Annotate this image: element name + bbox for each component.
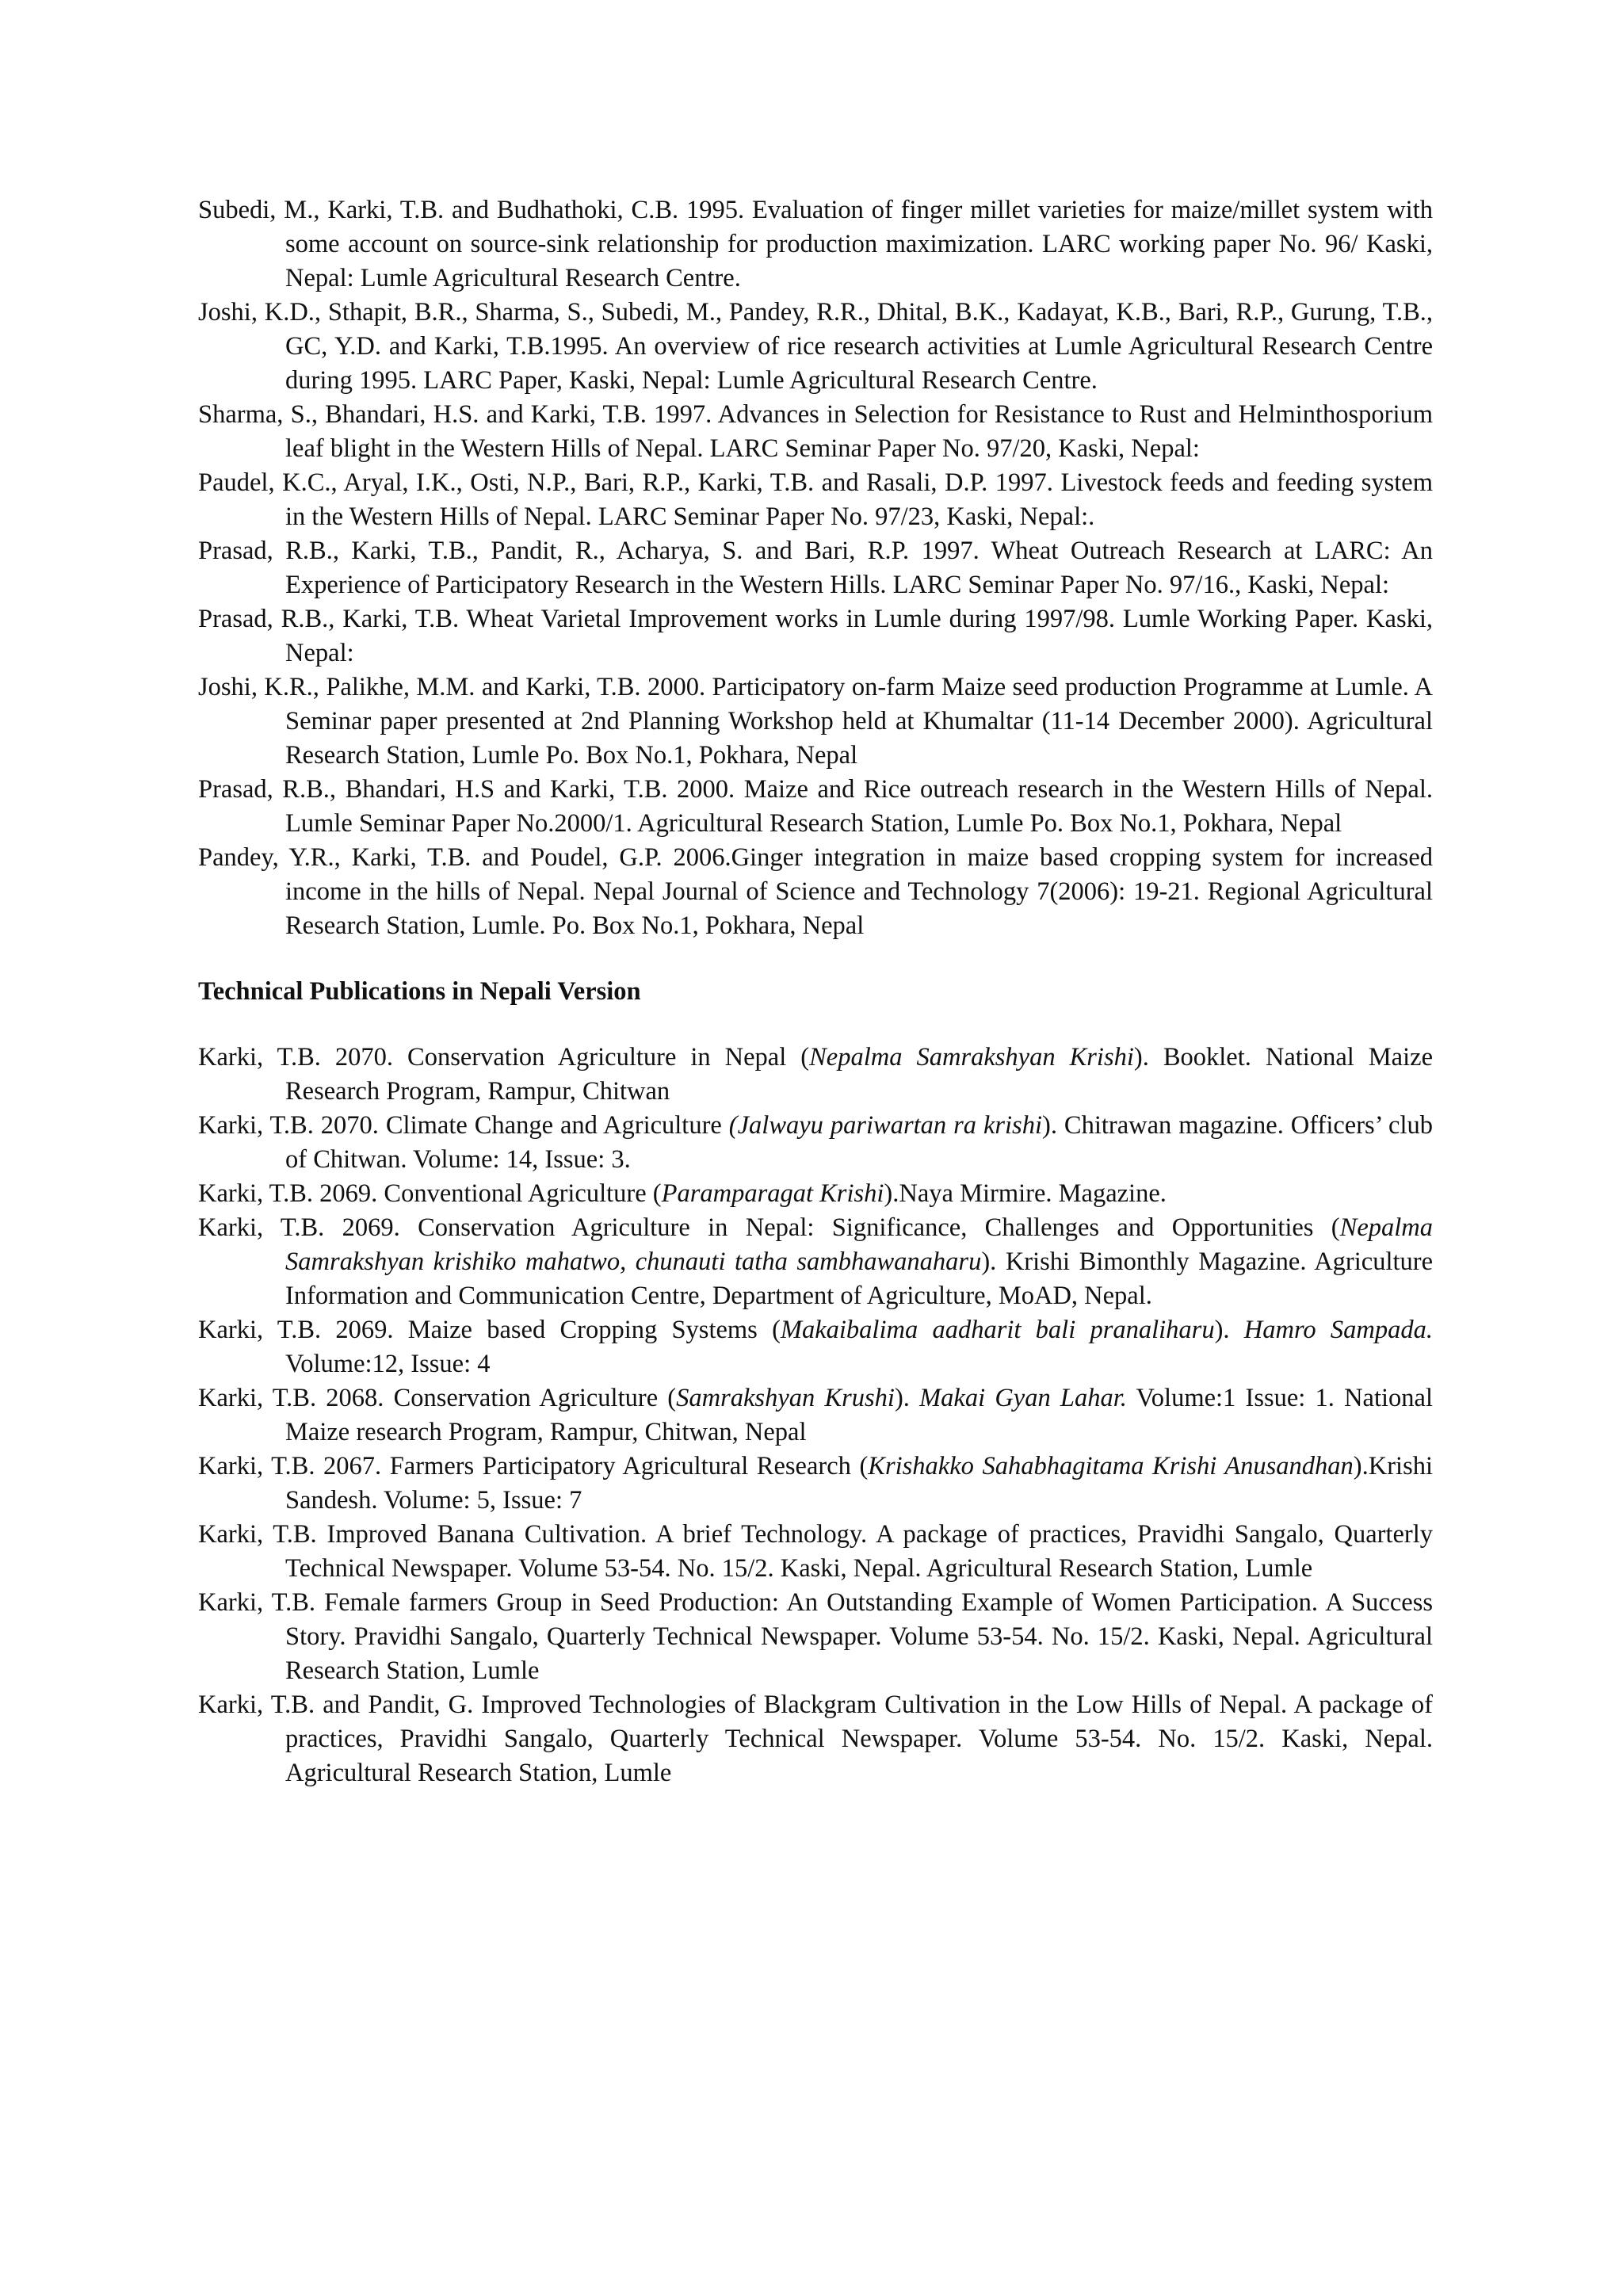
reference-entry	[198, 1381, 1433, 1450]
reference-title-italic: (Jalwayu pariwartan ra krishi	[728, 1111, 1042, 1140]
reference-entry	[198, 398, 1433, 466]
reference-entry	[198, 1041, 1433, 1109]
reference-text: Volume:12, Issue: 4	[285, 1350, 491, 1378]
reference-text: Prasad, R.B., Bhandari, H.S and Karki, T.B. 2000. Maize and Rice outreach research in the Western Hills of Nepal. Lumle Seminar Paper No.2000/1. Agricultural Research Station, Lumle Po. Box No.1, Pokhara, Nepal	[198, 775, 1433, 838]
reference-text: ). Krishi Bimonthly Magazine. Agriculture Information and Communication Centre, Department of Agriculture, MoAD, Nepal.	[285, 1247, 1434, 1310]
reference-title-italic: Makaibalima aadharit bali pranaliharu	[780, 1316, 1215, 1344]
reference-entry	[198, 1177, 1433, 1211]
reference-text: Prasad, R.B., Karki, T.B. Wheat Varietal Improvement works in Lumle during 1997/98. Lumle Working Paper. Kaski, Nepal:	[198, 605, 1433, 667]
reference-text: Karki, T.B. Improved Banana Cultivation. A brief Technology. A package of practices, Pravidhi Sangalo, Quarterly Technical Newspaper. Volume 53-54. No. 15/2. Kaski, Nepal. Agricultural Research Station, Lumle	[198, 1520, 1433, 1583]
reference-entry	[198, 1211, 1433, 1313]
reference-entry	[198, 1109, 1433, 1177]
reference-text: Karki, T.B. Female farmers Group in Seed Production: An Outstanding Example of Women Participation. A Success Story. Pravidhi Sangalo, Quarterly Technical Newspaper. Volume 53-54. No. 15/2. Kaski, Nepal. Agricultural Research Station, Lumle	[198, 1588, 1433, 1685]
reference-text: Subedi, M., Karki, T.B. and Budhathoki, C.B. 1995. Evaluation of finger millet varieties for maize/millet system with some account on source-sink relationship for production maximization. LARC working paper No. 96/ Kaski, Nepal: Lumle Agricultural Research Centre.	[198, 196, 1433, 292]
reference-text: Sharma, S., Bhandari, H.S. and Karki, T.B. 1997. Advances in Selection for Resistance to Rust and Helminthosporium leaf blight in the Western Hills of Nepal. LARC Seminar Paper No. 97/20, Kaski, Nepal:	[198, 400, 1433, 463]
reference-title-italic: Krishakko Sahabhagitama Krishi Anusandhan	[868, 1452, 1354, 1480]
reference-title-italic: Nepalma Samrakshyan Krishi	[809, 1043, 1134, 1072]
reference-text: Karki, T.B. 2070. Climate Change and Agriculture	[198, 1111, 729, 1140]
reference-text: Karki, T.B. 2069. Conservation Agriculture in Nepal: Significance, Challenges and Opportunities (	[198, 1213, 1340, 1242]
reference-text: ). Booklet. National Maize Research Program, Rampur, Chitwan	[285, 1043, 1433, 1106]
reference-text: Karki, T.B. 2069. Maize based Cropping Systems (	[198, 1316, 781, 1344]
reference-entry	[198, 773, 1433, 841]
reference-list-nepali	[198, 1041, 1433, 1790]
reference-text: ).	[894, 1384, 920, 1412]
reference-entry	[198, 1586, 1433, 1688]
reference-entry	[198, 670, 1433, 773]
reference-entry	[198, 296, 1433, 398]
reference-text: Karki, T.B. 2070. Conservation Agriculture in Nepal (	[198, 1043, 810, 1072]
reference-list-english	[198, 193, 1433, 943]
reference-title-italic: Samrakshyan Krushi	[676, 1384, 895, 1412]
reference-entry	[198, 1313, 1433, 1381]
document-page	[198, 193, 1433, 1790]
reference-text: Karki, T.B. 2067. Farmers Participatory Agricultural Research (	[198, 1452, 869, 1480]
reference-text: Joshi, K.D., Sthapit, B.R., Sharma, S., Subedi, M., Pandey, R.R., Dhital, B.K., Kadayat, K.B., Bari, R.P., Gurung, T.B., GC, Y.D. and Karki, T.B.1995. An overview of rice research activities at Lumle Agricultural Research Centre during 1995. LARC Paper, Kaski, Nepal: Lumle Agricultural Research Centre.	[198, 298, 1433, 395]
reference-text: ). Chitrawan magazine. Officers’ club of Chitwan. Volume: 14, Issue: 3.	[285, 1111, 1434, 1174]
section-heading: Technical Publications in Nepali Version	[198, 977, 641, 1006]
reference-entry	[198, 841, 1433, 943]
reference-text: Karki, T.B. 2068. Conservation Agriculture (	[198, 1384, 677, 1412]
reference-title-italic: Hamro Sampada.	[1243, 1316, 1434, 1344]
reference-entry	[198, 466, 1433, 534]
reference-text: ).Naya Mirmire. Magazine.	[884, 1179, 1167, 1208]
reference-text: Karki, T.B. 2069. Conventional Agriculture (	[198, 1179, 662, 1208]
reference-text: Prasad, R.B., Karki, T.B., Pandit, R., Acharya, S. and Bari, R.P. 1997. Wheat Outreach Research at LARC: An Experience of Participatory Research in the Western Hills. LARC Seminar Paper No. 97/16., Kaski, Nepal:	[198, 537, 1433, 599]
reference-entry	[198, 1518, 1433, 1586]
reference-entry	[198, 193, 1433, 296]
reference-entry	[198, 1688, 1433, 1790]
reference-entry	[198, 602, 1433, 670]
reference-text: Karki, T.B. and Pandit, G. Improved Technologies of Blackgram Cultivation in the Low Hills of Nepal. A package of practices, Pravidhi Sangalo, Quarterly Technical Newspaper. Volume 53-54. No. 15/2. Kaski, Nepal. Agricultural Research Station, Lumle	[198, 1690, 1433, 1787]
reference-title-italic: Makai Gyan Lahar.	[919, 1384, 1127, 1412]
reference-title-italic: Nepalma Samrakshyan krishiko mahatwo, chunauti tatha sambhawanaharu	[285, 1213, 1433, 1276]
reference-entry	[198, 534, 1433, 602]
reference-text: Pandey, Y.R., Karki, T.B. and Poudel, G.P. 2006.Ginger integration in maize based cropping system for increased income in the hills of Nepal. Nepal Journal of Science and Technology 7(2006): 19-21. Regional Agricultural Research Station, Lumle. Po. Box No.1, Pokhara, Nepal	[198, 843, 1433, 940]
reference-text: Joshi, K.R., Palikhe, M.M. and Karki, T.B. 2000. Participatory on-farm Maize seed production Programme at Lumle. A Seminar paper presented at 2nd Planning Workshop held at Khumaltar (11-14 December 2000). Agricultural Research Station, Lumle Po. Box No.1, Pokhara, Nepal	[198, 673, 1433, 770]
reference-text: Volume:1 Issue: 1. National Maize research Program, Rampur, Chitwan, Nepal	[285, 1384, 1433, 1446]
reference-entry	[198, 1450, 1433, 1518]
reference-text: ).Krishi Sandesh. Volume: 5, Issue: 7	[285, 1452, 1433, 1515]
reference-text: Paudel, K.C., Aryal, I.K., Osti, N.P., Bari, R.P., Karki, T.B. and Rasali, D.P. 1997. Livestock feeds and feeding system in the Western Hills of Nepal. LARC Seminar Paper No. 97/23, Kaski, Nepal:.	[198, 468, 1433, 531]
reference-text: ).	[1214, 1316, 1244, 1344]
reference-title-italic: Paramparagat Krishi	[661, 1179, 884, 1208]
